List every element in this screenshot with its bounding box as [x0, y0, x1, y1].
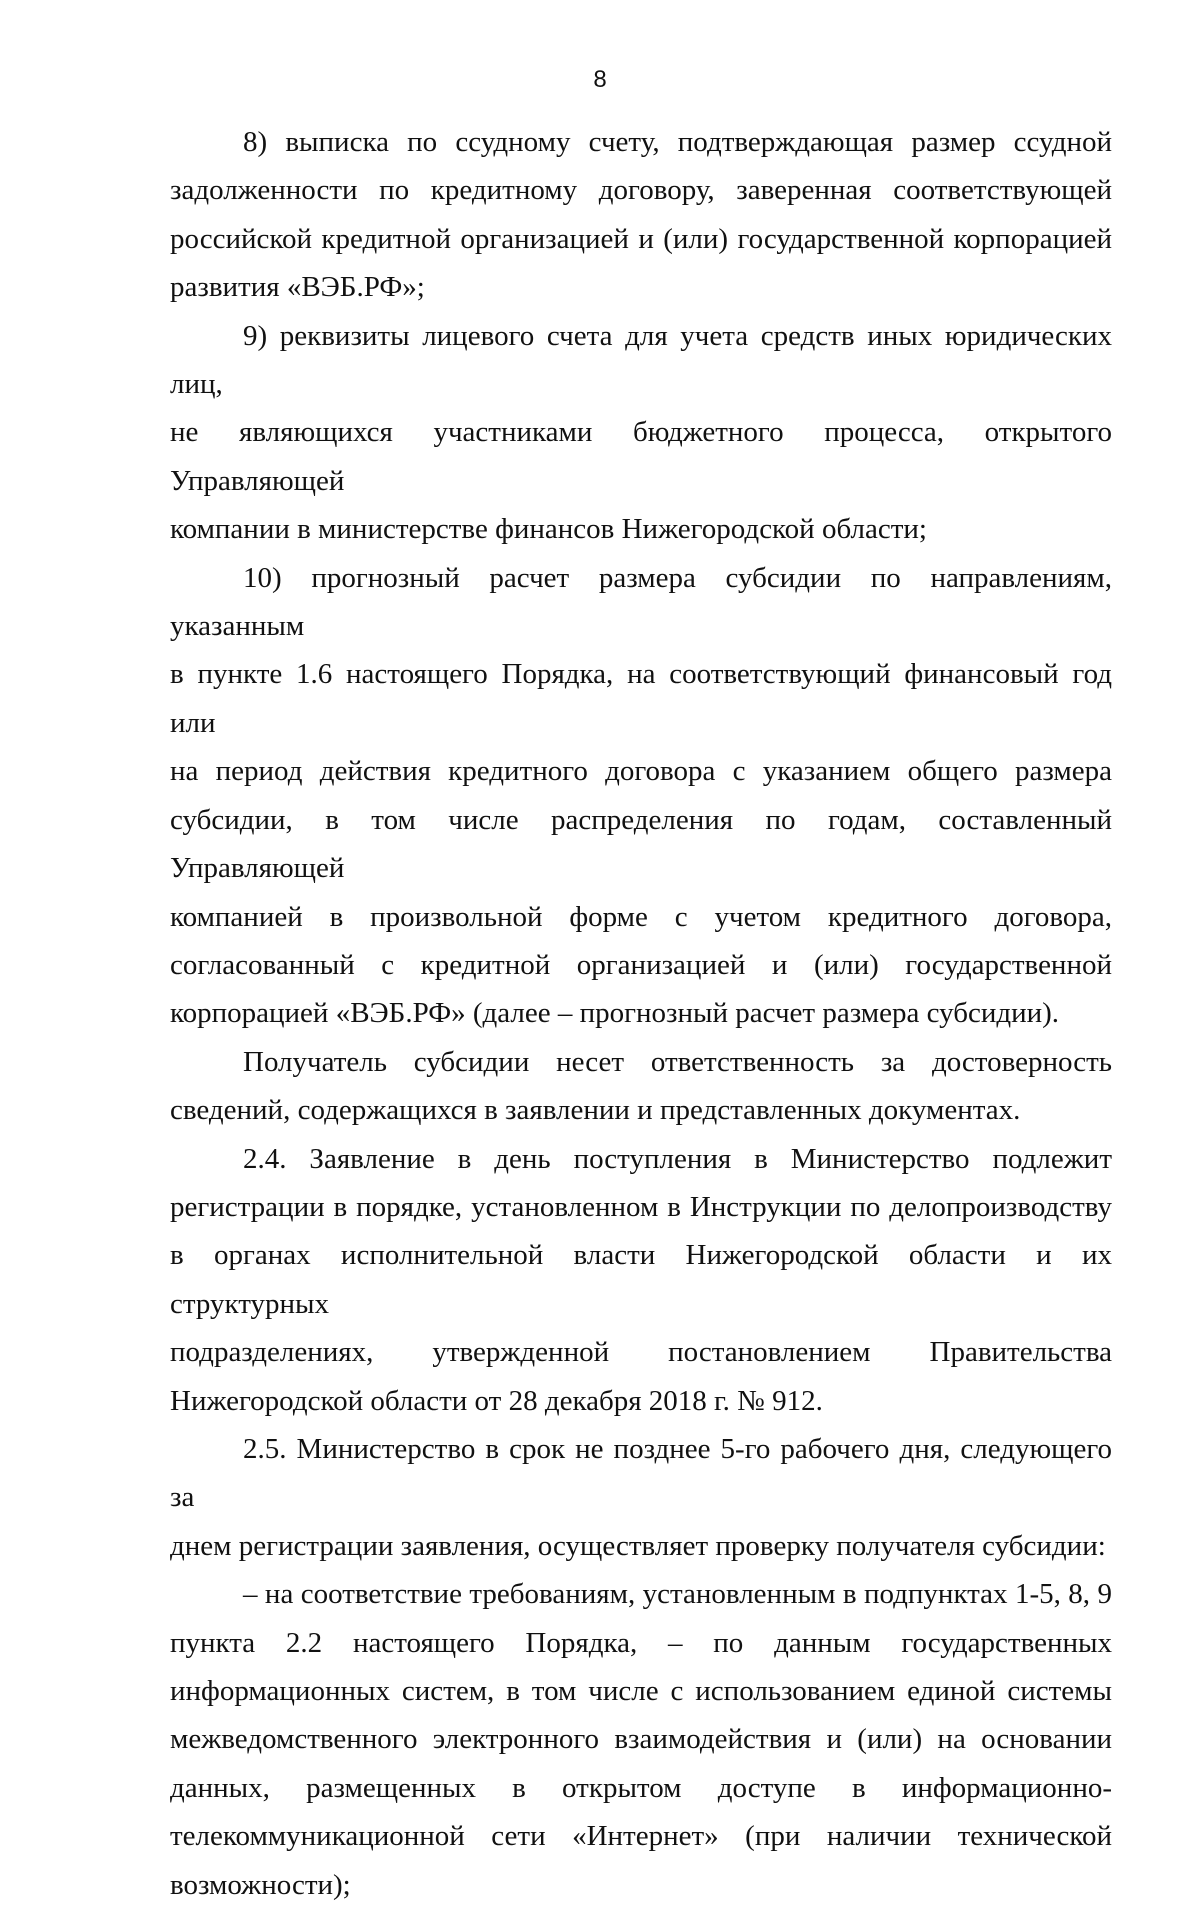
- document-body: [170, 118, 1112, 1909]
- text-line: Нижегородской области от 28 декабря 2018 г. № 912.: [170, 1384, 823, 1417]
- text-line: сведений, содержащихся в заявлении и представленных документах.: [170, 1094, 1021, 1127]
- text-line: 9) реквизиты лицевого счета для учета средств иных юридических лиц,: [170, 319, 1112, 401]
- text-line: регистрации в порядке, установленном в Инструкции по делопроизводству: [170, 1190, 1112, 1223]
- text-line: в пункте 1.6 настоящего Порядка, на соответствующий финансовый год или: [170, 658, 1112, 739]
- paragraph-item-9: [170, 312, 1112, 554]
- text-line: в органах исполнительной власти Нижегородской области и их структурных: [170, 1239, 1112, 1320]
- text-line: компанией в произвольной форме с учетом кредитного договора,: [170, 900, 1112, 933]
- text-line: – на соответствие требованиям, установленным в подпунктах 1-5, 8, 9: [243, 1578, 1112, 1611]
- paragraph-responsibility: [170, 1038, 1112, 1135]
- text-line: согласованный с кредитной организацией и (или) государственной: [170, 948, 1112, 981]
- text-line: на период действия кредитного договора с указанием общего размера: [170, 755, 1112, 788]
- page-number: 8: [593, 66, 607, 93]
- text-line: корпорацией «ВЭБ.РФ» (далее – прогнозный расчет размера субсидии).: [170, 997, 1060, 1030]
- text-line: возможности);: [170, 1868, 351, 1901]
- text-line: подразделениях, утвержденной постановлением Правительства: [170, 1336, 1112, 1369]
- text-line: днем регистрации заявления, осуществляет проверку получателя субсидии:: [170, 1529, 1106, 1562]
- text-line: телекоммуникационной сети «Интернет» (при наличии технической: [170, 1820, 1112, 1853]
- text-line: данных, размещенных в открытом доступе в информационно-: [170, 1771, 1112, 1804]
- paragraph-2-5: [170, 1425, 1112, 1570]
- text-line: 10) прогнозный расчет размера субсидии по направлениям, указанным: [170, 561, 1112, 643]
- text-line: межведомственного электронного взаимодействия и (или) на основании: [170, 1723, 1112, 1756]
- text-line: российской кредитной организацией и (или) государственной корпорацией: [170, 222, 1112, 255]
- text-line: пункта 2.2 настоящего Порядка, – по данным государственных: [170, 1626, 1112, 1659]
- text-line: Получатель субсидии несет ответственность за достоверность: [243, 1045, 1112, 1078]
- text-line: информационных систем, в том числе с использованием единой системы: [170, 1675, 1112, 1707]
- text-line: не являющихся участниками бюджетного процесса, открытого Управляющей: [170, 416, 1112, 497]
- paragraph-2-4: [170, 1135, 1112, 1425]
- text-line: 2.5. Министерство в срок не позднее 5-го рабочего дня, следующего за: [170, 1432, 1112, 1514]
- text-line: развития «ВЭБ.РФ»;: [170, 271, 425, 304]
- text-line: 2.4. Заявление в день поступления в Министерство подлежит: [243, 1142, 1112, 1175]
- paragraph-item-10: [170, 554, 1112, 1038]
- text-line: задолженности по кредитному договору, заверенная соответствующей: [170, 174, 1112, 207]
- paragraph-check-requirements: [170, 1570, 1112, 1909]
- text-line: 8) выписка по ссудному счету, подтверждающая размер ссудной: [243, 126, 1112, 158]
- text-line: субсидии, в том числе распределения по годам, составленный Управляющей: [170, 803, 1112, 885]
- paragraph-item-8: [170, 118, 1112, 312]
- text-line: компании в министерстве финансов Нижегородской области;: [170, 513, 927, 546]
